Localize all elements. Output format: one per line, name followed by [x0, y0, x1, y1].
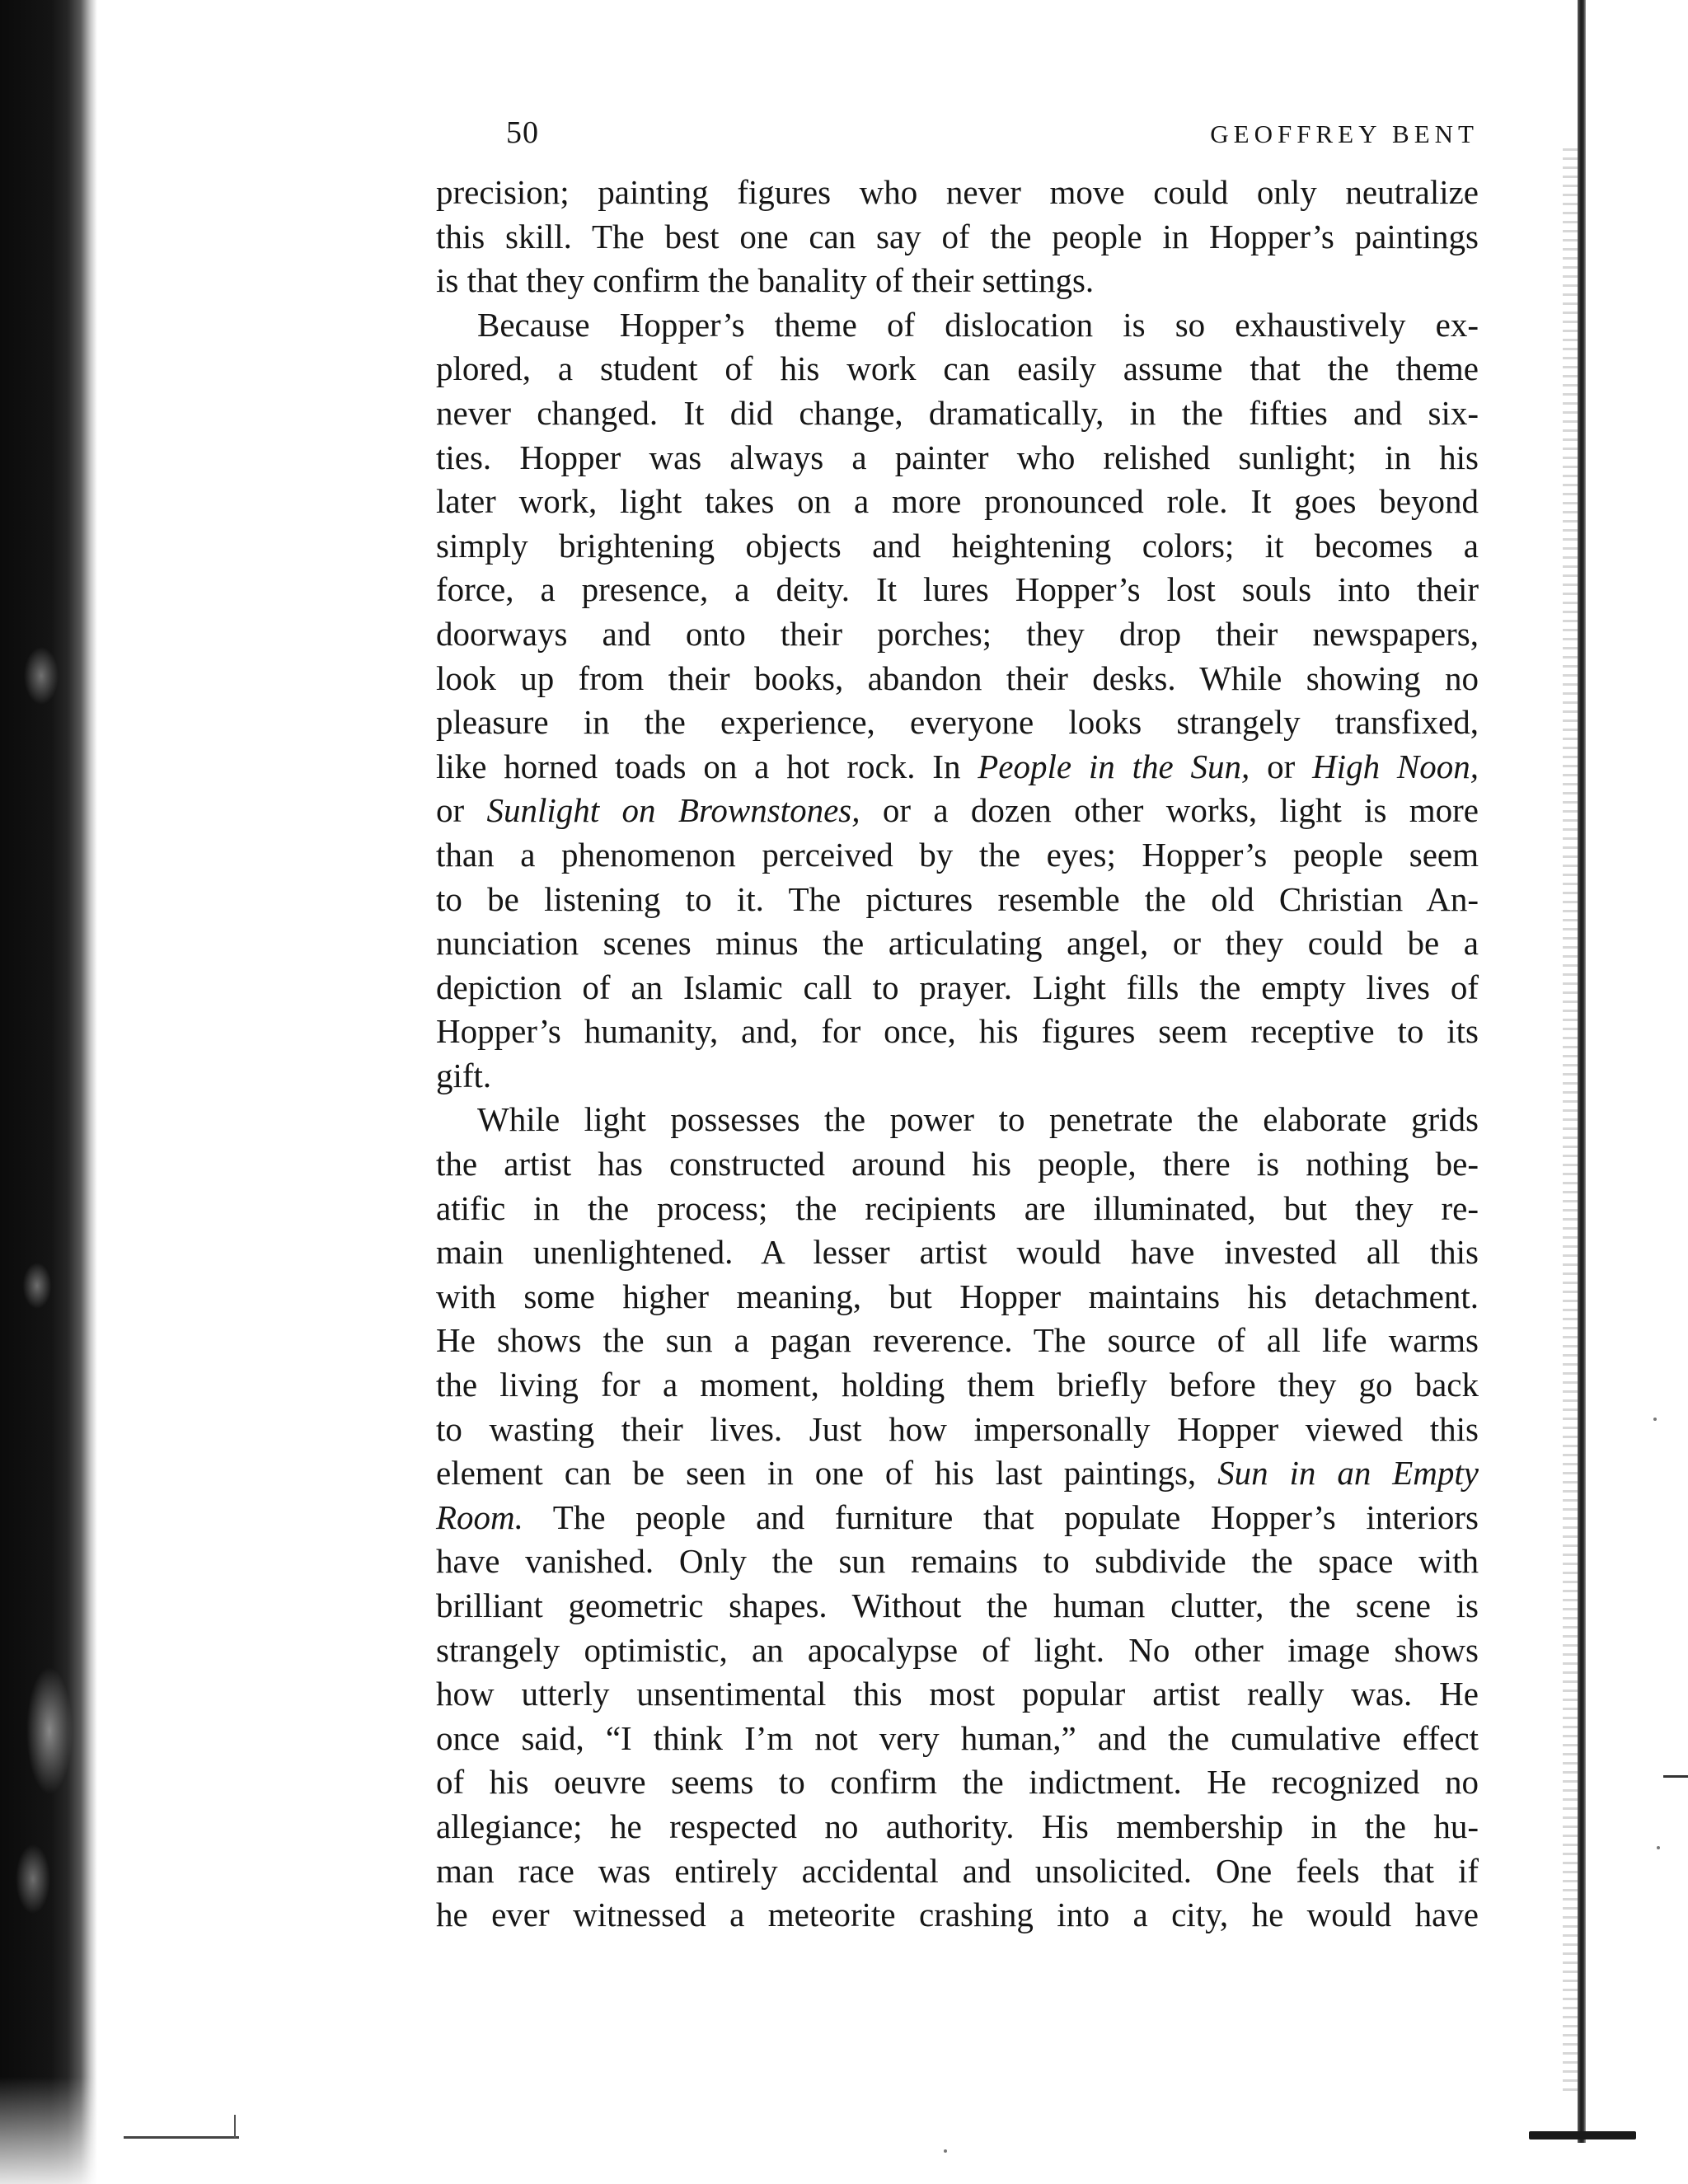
text-line: nunciation scenes minus the articulating angel, or they could be a	[436, 924, 1479, 963]
text-line: look up from their books, abandon their desks. While showing no	[436, 658, 1479, 697]
text-line: man race was entirely accidental and unsolicited. One feels that if	[436, 1851, 1479, 1890]
text-line	[436, 1451, 1479, 1496]
text-line: to be listening to it. The pictures resemble the old Christian An-	[436, 879, 1479, 918]
scan-speck	[1657, 1846, 1660, 1849]
text-run: like horned toads on a hot rock. In	[436, 747, 978, 785]
scan-speck	[1653, 1418, 1657, 1421]
text-line: pleasure in the experience, everyone looks strangely transfixed,	[436, 703, 1479, 742]
text-line: atific in the process; the recipients are illuminated, but they re-	[436, 1188, 1479, 1227]
text-run: or	[436, 791, 487, 830]
running-head: GEOFFREY BENT	[1210, 120, 1479, 148]
text-line: this skill. The best one can say of the people in Hopper’s paintings	[436, 217, 1479, 255]
artwork-title: Sun in an Empty	[1217, 1454, 1479, 1493]
text-line: with some higher meaning, but Hopper maintains his detachment.	[436, 1277, 1479, 1315]
artwork-title: Sunlight on Brownstones,	[486, 791, 860, 830]
text-line	[436, 745, 1479, 790]
text-line: plored, a student of his work can easily assume that the theme	[436, 349, 1479, 388]
text-line	[436, 789, 1479, 833]
scan-next-page-texture	[1563, 148, 1578, 2093]
text-line: never changed. It did change, dramatically, in the fifties and six-	[436, 393, 1479, 432]
text-line: have vanished. Only the sun remains to subdivide the space with	[436, 1542, 1479, 1581]
scan-margin-dash	[1663, 1775, 1688, 1778]
scan-next-page-base	[1529, 2131, 1636, 2139]
text-line: strangely optimistic, an apocalypse of light. No other image shows	[436, 1630, 1479, 1669]
text-line: simply brightening objects and heightening colors; it becomes a	[436, 526, 1479, 565]
scan-next-page-edge	[1578, 0, 1586, 2143]
text-line: precision; painting figures who never move could only neutralize	[436, 173, 1479, 211]
text-line: of his oeuvre seems to confirm the indictment. He recognized no	[436, 1763, 1479, 1802]
text-line: He shows the sun a pagan reverence. The source of all life warms	[436, 1321, 1479, 1360]
text-line: force, a presence, a deity. It lures Hopper’s lost souls into their	[436, 570, 1479, 609]
text-line: depiction of an Islamic call to prayer. Light fills the empty lives of	[436, 968, 1479, 1006]
text-line: how utterly unsentimental this most popular artist really was. He	[436, 1675, 1479, 1713]
text-run: or	[1250, 747, 1313, 785]
text-run: element can be seen in one of his last paintings,	[436, 1454, 1218, 1493]
text-line: later work, light takes on a more pronounced role. It goes beyond	[436, 482, 1479, 521]
text-line: the artist has constructed around his people, there is nothing be-	[436, 1145, 1479, 1183]
scan-speck	[944, 2149, 947, 2153]
text-line: than a phenomenon perceived by the eyes; Hopper’s people seem	[436, 835, 1479, 874]
text-run: The people and furniture that populate Hopper’s interiors	[523, 1497, 1479, 1536]
text-line: ties. Hopper was always a painter who relished sunlight; in his	[436, 438, 1479, 476]
page-number: 50	[506, 115, 539, 150]
text-line	[436, 1496, 1479, 1540]
text-line: once said, “I think I’m not very human,” and the cumulative effect	[436, 1718, 1479, 1757]
text-line: brilliant geometric shapes. Without the human clutter, the scene is	[436, 1586, 1479, 1624]
artwork-title: People in the Sun,	[978, 747, 1250, 785]
artwork-title: High Noon,	[1312, 747, 1479, 785]
text-line: doorways and onto their porches; they drop their newspapers,	[436, 614, 1479, 653]
scan-binding-fade	[0, 2077, 97, 2184]
text-line: gift.	[436, 1056, 492, 1094]
text-line: the living for a moment, holding them briefly before they go back	[436, 1366, 1479, 1404]
text-line: allegiance; he respected no authority. His membership in the hu-	[436, 1807, 1479, 1845]
scan-binding-shadow	[0, 0, 97, 2184]
text-line: he ever witnessed a meteorite crashing into a city, he would have	[436, 1896, 1479, 1934]
text-line: Because Hopper’s theme of dislocation is so exhaustively ex-	[477, 305, 1479, 344]
artwork-title: Room.	[436, 1497, 523, 1536]
scan-edge-tick	[234, 2115, 236, 2138]
scan-edge-mark	[124, 2136, 239, 2139]
text-line: Hopper’s humanity, and, for once, his figures seem receptive to its	[436, 1012, 1479, 1051]
text-line: main unenlightened. A lesser artist would have invested all this	[436, 1233, 1479, 1272]
body-text	[436, 171, 1479, 1938]
text-line: While light possesses the power to penetrate the elaborate grids	[477, 1100, 1479, 1139]
text-line: to wasting their lives. Just how impersonally Hopper viewed this	[436, 1409, 1479, 1448]
text-run: or a dozen other works, light is more	[860, 791, 1479, 830]
text-line: is that they confirm the banality of their settings.	[436, 261, 1095, 300]
